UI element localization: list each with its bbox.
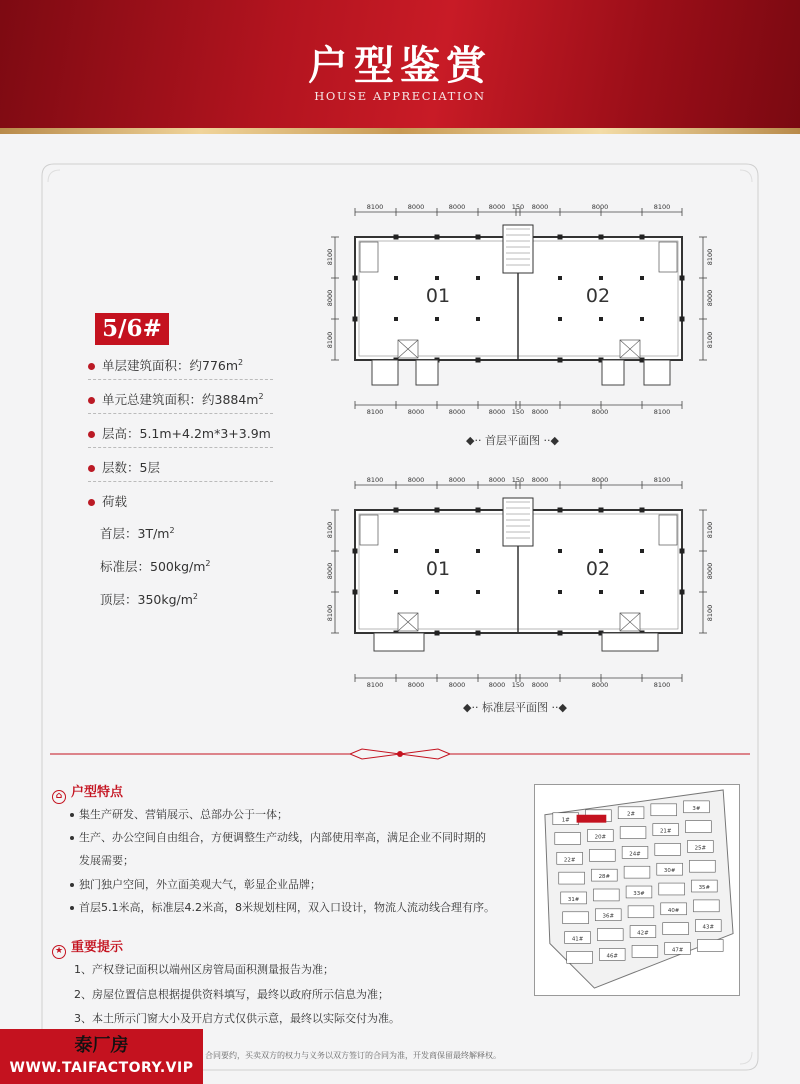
map-building-label: 43# (702, 924, 715, 931)
column-dot (435, 508, 440, 513)
column-dot (476, 317, 480, 321)
bullet-icon (88, 363, 95, 370)
map-building-label: 40# (667, 907, 680, 914)
column-dot (680, 317, 685, 322)
dimension-label-top: 8000 (448, 203, 466, 211)
entrance-bump (416, 360, 438, 385)
column-dot (476, 235, 481, 240)
entrance-bump (372, 360, 398, 385)
spec-load: 荷载 (88, 492, 127, 510)
column-dot (394, 276, 398, 280)
bullet-icon (88, 465, 95, 472)
bullet-icon (70, 836, 74, 840)
stair-box (659, 515, 677, 545)
dimension-label-right: 8000 (706, 289, 714, 307)
dimension-label-bottom: 8100 (653, 408, 671, 416)
dimension-label-bottom: 8000 (591, 408, 609, 416)
stair-box (360, 515, 378, 545)
dimension-label-bottom: 8000 (407, 681, 425, 689)
column-dot (640, 549, 644, 553)
map-building (686, 821, 712, 833)
map-building-label: 33# (633, 890, 645, 897)
column-dot (558, 590, 562, 594)
map-building-label: 25# (694, 845, 707, 852)
dimension-label-top: 150 (511, 203, 525, 211)
dimension-label-top: 8000 (531, 476, 549, 484)
dimension-label-bottom: 8100 (366, 408, 384, 416)
stair-box (360, 242, 378, 272)
map-building-label: 47# (671, 947, 684, 954)
map-building (567, 951, 593, 963)
column-dot (640, 317, 644, 321)
stair-core (503, 225, 533, 273)
brand-badge (0, 1029, 203, 1084)
note-item: 3、本土所示门窗大小及开启方式仅供示意，最终以实际交付为准。 (74, 1012, 400, 1025)
unit-label-02: 02 (585, 558, 611, 580)
dimension-label-bottom: 8100 (366, 681, 384, 689)
column-dot (435, 631, 440, 636)
features-heading: ⌂ 户型特点 (52, 781, 123, 804)
map-building-label: 42# (637, 930, 649, 937)
bullet-icon (88, 499, 95, 506)
map-building-label: 21# (659, 828, 672, 835)
map-building-label: 20# (594, 834, 607, 841)
map-building-label: 24# (629, 851, 641, 858)
map-building (632, 945, 658, 957)
column-dot (640, 276, 644, 280)
spec-divider (88, 481, 273, 482)
dimension-label-bottom: 8000 (407, 408, 425, 416)
column-dot (394, 317, 398, 321)
unit-label-02: 02 (585, 285, 611, 307)
column-dot (640, 508, 645, 513)
dimension-label-top: 8000 (407, 203, 425, 211)
map-building (624, 866, 650, 878)
feature-item: 独门独户空间，外立面美观大气，彰显企业品牌； (70, 876, 321, 892)
map-building (628, 906, 654, 918)
map-building-label: 1# (561, 817, 570, 824)
unit-label-01: 01 (425, 285, 451, 307)
spec-divider (88, 447, 273, 448)
note-item: 1、产权登记面积以端州区房管局面积测量报告为准； (74, 963, 334, 976)
column-dot (680, 549, 685, 554)
dimension-label-right: 8000 (706, 562, 714, 580)
map-highlight-marker (577, 815, 607, 823)
column-dot (476, 590, 480, 594)
disclaimer: 合同要约，买卖双方的权力与义务以双方签订的合同为准，开发商保留最终解释权。 (205, 1051, 501, 1060)
dimension-label-bottom: 8000 (448, 681, 466, 689)
map-building (659, 883, 685, 895)
entrance-bump (602, 360, 624, 385)
map-building-label: 28# (598, 874, 611, 881)
map-building-label: 41# (571, 936, 584, 943)
column-dot (558, 317, 562, 321)
dimension-label-right: 8100 (706, 521, 714, 539)
stair-core (503, 498, 533, 546)
bullet-icon (88, 431, 95, 438)
page-subtitle: HOUSE APPRECIATION (314, 89, 486, 103)
column-dot (599, 235, 604, 240)
unit-label-01: 01 (425, 558, 451, 580)
column-dot (558, 631, 563, 636)
map-building (697, 940, 723, 952)
column-dot (599, 590, 603, 594)
column-dot (435, 549, 439, 553)
dimension-label-right: 8100 (706, 604, 714, 622)
column-dot (599, 276, 603, 280)
dimension-label-top: 8100 (653, 203, 671, 211)
header-gold-strip (0, 128, 800, 134)
dimension-label-top: 8000 (488, 203, 506, 211)
feature-item: 生产、办公空间自由组合，方便调整生产动线，内部使用率高，满足企业不同时期的 (70, 829, 486, 845)
map-building (589, 849, 615, 861)
column-dot (680, 590, 685, 595)
brand-url: WWW.TAIFACTORY.VIP (9, 1060, 194, 1076)
star-icon: ★ (52, 945, 66, 959)
dimension-label-bottom: 8000 (448, 408, 466, 416)
bullet-icon (70, 883, 74, 887)
dimension-label-bottom: 8000 (591, 681, 609, 689)
dimension-label-top: 8000 (591, 476, 609, 484)
map-building (651, 804, 677, 816)
map-building (655, 843, 681, 855)
bullet-icon (70, 906, 74, 910)
dimension-label-bottom: 8000 (488, 408, 506, 416)
standard-floor-plan (320, 473, 730, 693)
ground-floor-plan (320, 200, 730, 420)
spec-floor-area: 单层建筑面积：约$776m^2$ (88, 356, 243, 374)
map-building (597, 929, 623, 941)
dimension-label-bottom: 8000 (488, 681, 506, 689)
column-dot (394, 508, 399, 513)
dimension-label-top: 8000 (591, 203, 609, 211)
map-building (593, 889, 619, 901)
feature-item-cont: 发展需要； (79, 854, 134, 867)
dimension-label-left: 8100 (326, 248, 334, 266)
map-building-label: 31# (567, 896, 580, 903)
column-dot (558, 276, 562, 280)
column-dot (353, 590, 358, 595)
column-dot (476, 549, 480, 553)
dimension-label-right: 8100 (706, 331, 714, 349)
home-icon: ⌂ (52, 790, 66, 804)
dimension-label-top: 8000 (407, 476, 425, 484)
dimension-label-top: 8100 (366, 203, 384, 211)
site-location-map (534, 784, 740, 996)
dimension-label-bottom: 8100 (653, 681, 671, 689)
dimension-label-left: 8100 (326, 331, 334, 349)
brand-name: 泰厂房 (74, 1035, 129, 1056)
column-dot (435, 235, 440, 240)
dimension-label-left: 8100 (326, 604, 334, 622)
balcony (374, 633, 424, 651)
column-dot (599, 549, 603, 553)
map-building-label: 22# (563, 857, 576, 864)
column-dot (599, 317, 603, 321)
load-top: 顶层：$350kg/m^2$ (100, 591, 199, 607)
dimension-label-left: 8100 (326, 521, 334, 539)
stair-box (659, 242, 677, 272)
column-dot (640, 235, 645, 240)
bullet-icon (88, 397, 95, 404)
map-building (559, 872, 585, 884)
dimension-label-top: 8000 (531, 203, 549, 211)
column-dot (435, 317, 439, 321)
column-dot (476, 508, 481, 513)
standard-plan-caption: ◆·· 标准层平面图 ··◆ (463, 701, 567, 714)
map-building (555, 833, 581, 845)
page-title: 户型鉴赏 (308, 43, 492, 89)
map-building (563, 912, 589, 924)
load-ground: 首层：$3T/m^2$ (100, 525, 175, 541)
column-dot (394, 590, 398, 594)
dimension-label-right: 8100 (706, 248, 714, 266)
dimension-label-top: 8100 (653, 476, 671, 484)
map-building-label: 46# (606, 953, 618, 960)
ornament-divider (50, 748, 750, 760)
spec-divider (88, 379, 273, 380)
map-building-label: 2# (627, 811, 636, 818)
spec-floors: 层数：5层 (88, 458, 160, 476)
dimension-label-bottom: 8000 (531, 408, 549, 416)
map-building (693, 900, 719, 912)
column-dot (353, 549, 358, 554)
column-dot (680, 276, 685, 281)
dimension-label-top: 8000 (448, 476, 466, 484)
dimension-label-bottom: 150 (511, 408, 525, 416)
balcony (602, 633, 658, 651)
entrance-bump (644, 360, 670, 385)
dimension-label-top: 8100 (366, 476, 384, 484)
dimension-label-left: 8000 (326, 562, 334, 580)
column-dot (640, 590, 644, 594)
map-building (663, 923, 689, 935)
column-dot (435, 276, 439, 280)
column-dot (599, 508, 604, 513)
dimension-label-top: 8000 (488, 476, 506, 484)
spec-floor-height: 层高：5.1m+4.2m*3+3.9m (88, 424, 271, 442)
ground-plan-caption: ◆·· 首层平面图 ··◆ (466, 434, 559, 447)
column-dot (394, 235, 399, 240)
dimension-label-top: 150 (511, 476, 525, 484)
map-building-label: 36# (602, 913, 615, 920)
column-dot (476, 631, 481, 636)
column-dot (394, 549, 398, 553)
dimension-label-left: 8000 (326, 289, 334, 307)
column-dot (476, 358, 481, 363)
column-dot (558, 358, 563, 363)
column-dot (435, 590, 439, 594)
spec-total-area: 单元总建筑面积：约$3884m^2$ (88, 390, 264, 408)
column-dot (558, 549, 562, 553)
dimension-label-bottom: 8000 (531, 681, 549, 689)
map-building (689, 860, 715, 872)
column-dot (353, 276, 358, 281)
building-number: 5/6# (95, 313, 169, 345)
feature-item: 集生产研发、营销展示、总部办公于一体； (70, 806, 288, 822)
map-building (620, 827, 646, 839)
spec-divider (88, 413, 273, 414)
feature-item: 首层5.1米高，标准层4.2米高，8米规划柱网，双入口设计，物流人流动线合理有序。 (70, 899, 495, 915)
map-building-label: 35# (698, 885, 711, 892)
bullet-icon (70, 813, 74, 817)
note-item: 2、房屋位置信息根据提供资料填写，最终以政府所示信息为准； (74, 988, 389, 1001)
dimension-label-bottom: 150 (511, 681, 525, 689)
notes-heading: ★ 重要提示 (52, 936, 123, 959)
map-building-label: 3# (692, 805, 701, 812)
column-dot (353, 317, 358, 322)
column-dot (558, 508, 563, 513)
load-standard: 标准层：$500kg/m^2$ (100, 558, 211, 574)
column-dot (476, 276, 480, 280)
map-building-label: 30# (663, 868, 676, 875)
column-dot (558, 235, 563, 240)
